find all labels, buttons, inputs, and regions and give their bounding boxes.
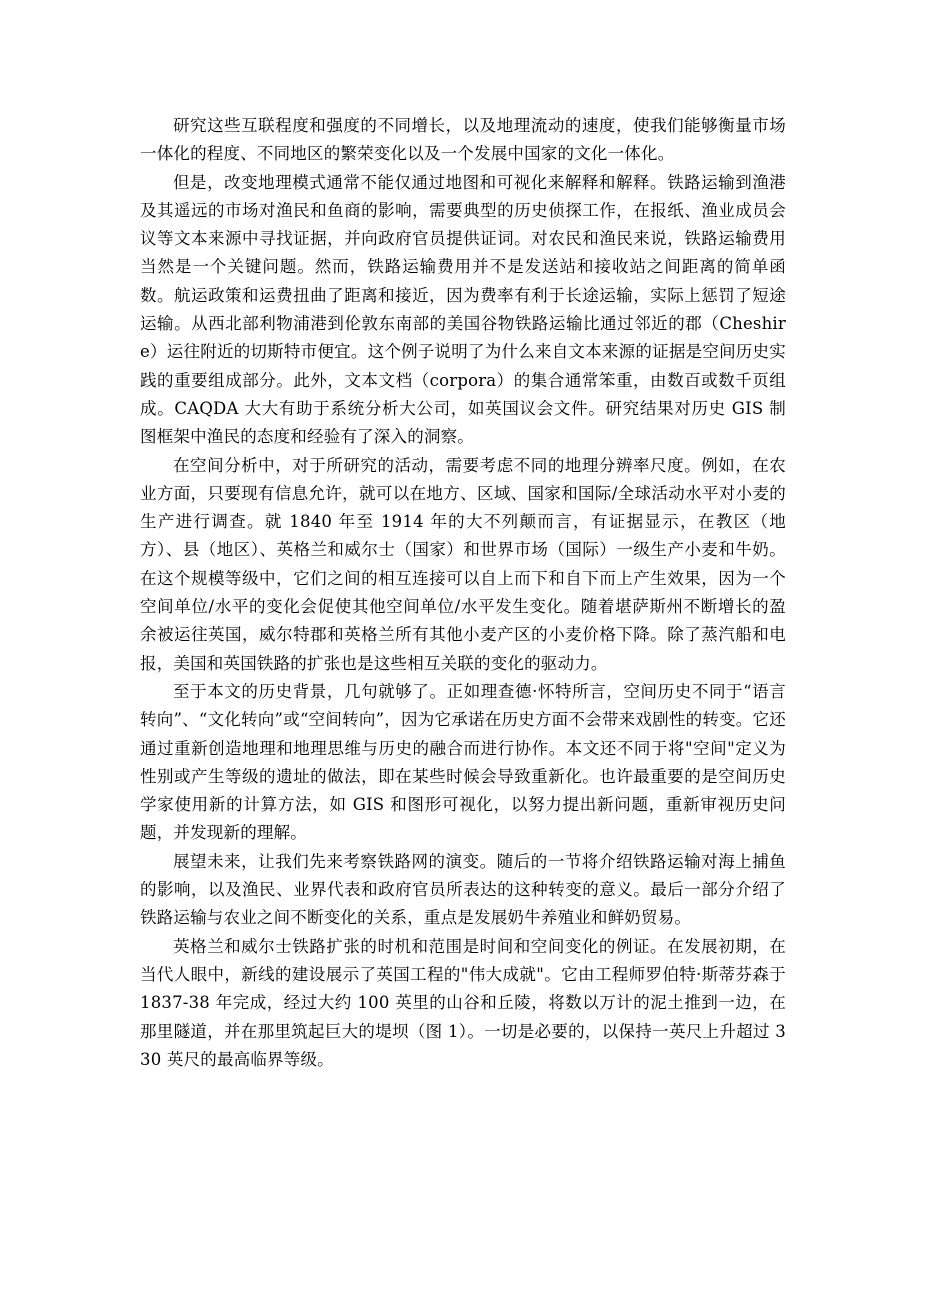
paragraph-1: 研究这些互联程度和强度的不同增长，以及地理流动的速度，使我们能够衡量市场一体化的程度、不同地区的繁荣变化以及一个发展中国家的文化一体化。 [140,116,786,164]
paragraph-5: 展望未来，让我们先来考察铁路网的演变。随后的一节将介绍铁路运输对海上捕鱼的影响，以及渔民、业界代表和政府官员所表达的这种转变的意义。最后一部分介绍了铁路运输与农业之间不断变化的关系，重点是发展奶牛养殖业和鲜奶贸易。 [140,851,786,928]
paragraph-3: 在空间分析中，对于所研究的活动，需要考虑不同的地理分辨率尺度。例如，在农业方面，只要现有信息允许，就可以在地方、区域、国家和国际/全球活动水平对小麦的生产进行调查。就 1840 年至 1914 年的大不列颠而言，有证据显示，在教区（地方）、县（地区）、英格兰和威尔士（国家）和世界市场（国际）一级生产小麦和牛奶。在这个规模等级中，它们之间的相互连接可以自上而下和自下而上产生效果，因为一个空间单位/水平的变化会促使其他空间单位/水平发生变化。随着堪萨斯州不断增长的盈余被运往英国，威尔特郡和英格兰所有其他小麦产区的小麦价格下降。除了蒸汽船和电报，美国和英国铁路的扩张也是这些相互关联的变化的驱动力。 [140,455,786,673]
paragraph-4: 至于本文的历史背景，几句就够了。正如理查德·怀特所言，空间历史不同于“语言转向”、“文化转向”或“空间转向”，因为它承诺在历史方面不会带来戏剧性的转变。它还通过重新创造地理和地理思维与历史的融合而进行协作。本文还不同于将"空间"定义为性别或产生等级的遗址的做法，即在某些时候会导致重新化。也许最重要的是空间历史学家使用新的计算方法，如 GIS 和图形可视化，以努力提出新问题，重新审视历史问题，并发现新的理解。 [140,681,786,843]
paragraph-6: 英格兰和威尔士铁路扩张的时机和范围是时间和空间变化的例证。在发展初期，在当代人眼中，新线的建设展示了英国工程的"伟大成就"。它由工程师罗伯特·斯蒂芬森于 1837-38 年完成，经过大约 100 英里的山谷和丘陵，将数以万计的泥土推到一边，在那里隧道，并在那里筑起巨大的堤坝（图 1）。一切是必要的，以保持一英尺上升超过 330 英尺的最高临界等级。 [140,936,786,1069]
paragraph-2: 但是，改变地理模式通常不能仅通过地图和可视化来解释和解释。铁路运输到渔港及其遥远的市场对渔民和鱼商的影响，需要典型的历史侦探工作，在报纸、渔业成员会议等文本来源中寻找证据，并向政府官员提供证词。对农民和渔民来说，铁路运输费用当然是一个关键问题。然而，铁路运输费用并不是发送站和接收站之间距离的简单函数。航运政策和运费扭曲了距离和接近，因为费率有利于长途运输，实际上惩罚了短途运输。从西北部利物浦港到伦敦东南部的美国谷物铁路运输比通过邻近的郡（Cheshire）运往附近的切斯特市便宜。这个例子说明了为什么来自文本来源的证据是空间历史实践的重要组成部分。此外，文本文档（corpora）的集合通常笨重，由数百或数千页组成。CAQDA 大大有助于系统分析大公司，如英国议会文件。研究结果对历史 GIS 制图框架中渔民的态度和经验有了深入的洞察。 [140,172,786,447]
